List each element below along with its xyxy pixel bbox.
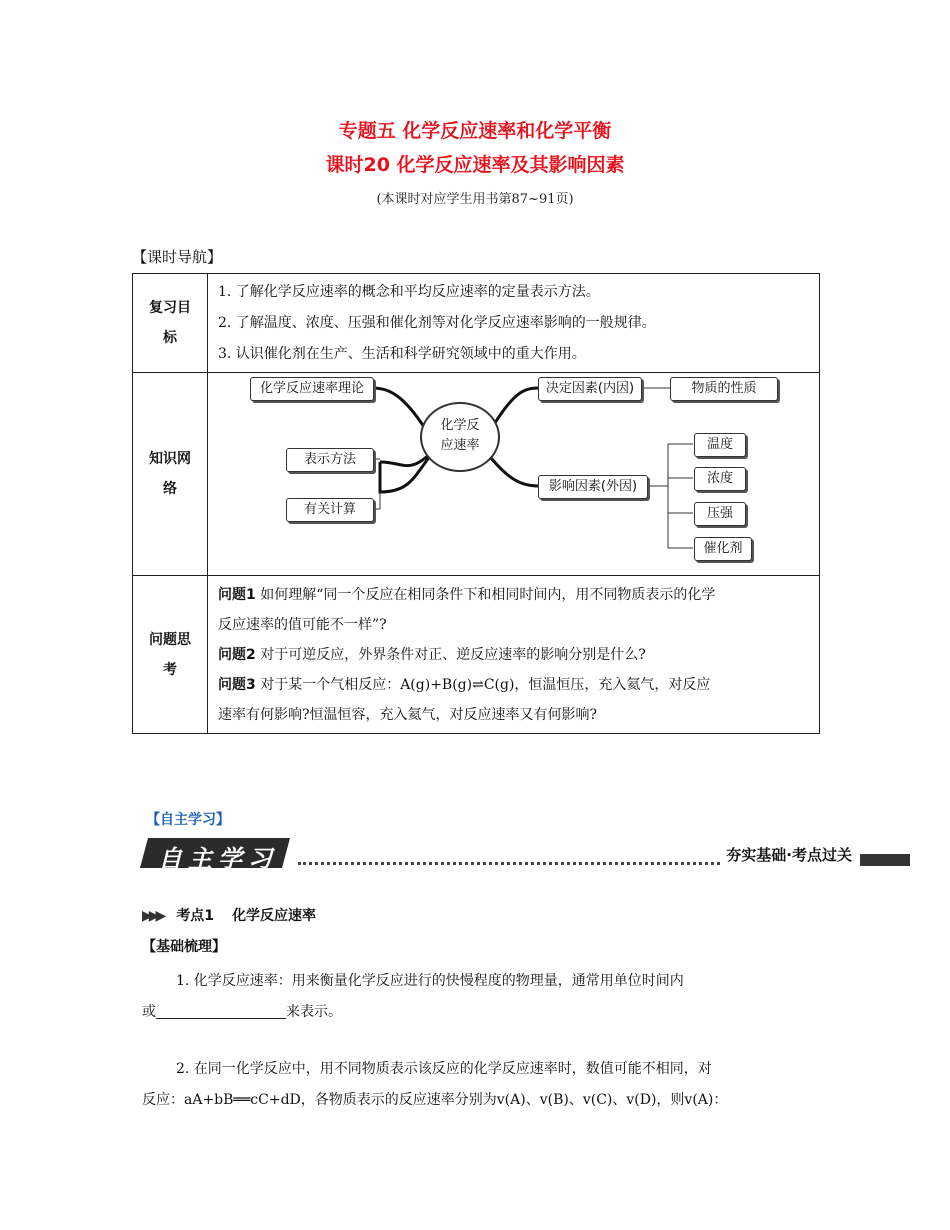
banner-title: 自主学习 (158, 845, 278, 873)
kaodian-heading (142, 905, 316, 925)
banner-slogan: 夯实基础·考点过关 (720, 844, 852, 865)
questions-content (208, 576, 820, 734)
banner-bar (860, 854, 910, 866)
node-center: 化学反 应速率 (420, 402, 500, 472)
node-calculation: 有关计算 (286, 498, 374, 522)
chapter-title: 专题五 化学反应速率和化学平衡 (338, 120, 612, 142)
self-study-banner (140, 838, 910, 872)
goal-item: 1. 了解化学反应速率的概念和平均反应速率的定量表示方法。 (218, 283, 600, 300)
node-material-nature: 物质的性质 (670, 377, 778, 401)
goal-item: 2. 了解温度、浓度、压强和催化剂等对化学反应速率影响的一般规律。 (218, 314, 656, 331)
node-concentration: 浓度 (694, 467, 746, 491)
connector-internal (493, 388, 538, 426)
node-pressure: 压强 (694, 502, 746, 526)
kaodian-title: 化学反应速率 (232, 908, 317, 924)
question-2: 问题2 对于可逆反应，外界条件对正、逆反应速率的影响分别是什么? (218, 646, 646, 663)
node-rate-theory: 化学反应速率理论 (250, 377, 374, 401)
question-1-cont: 反应速率的值可能不一样”? (218, 616, 387, 633)
page-reference: (本课时对应学生用书第87~91页) (376, 192, 574, 207)
connector-theory (373, 388, 426, 430)
node-internal-factor: 决定因素(内因) (538, 377, 642, 401)
lesson-title: 课时20 化学反应速率及其影响因素 (325, 154, 625, 176)
question-3: 问题3 对于某一个气相反应：A(g)+B(g)⇌C(g)，恒温恒压，充入氦气，对反应 (218, 676, 711, 693)
node-external-factor: 影响因素(外因) (538, 475, 648, 499)
knowledge-network (208, 373, 820, 576)
paragraph-1: 1. 化学反应速率：用来衡量化学反应进行的快慢程度的物理量，通常用单位时间内 或 来表示。 (142, 973, 684, 1020)
section-label-guide: 【课时导航】 (132, 248, 223, 266)
fill-in-blank[interactable] (156, 1002, 286, 1019)
mind-map (208, 374, 819, 575)
triple-arrow-icon: ▶▶▶ (142, 908, 163, 924)
question-3-cont: 速率有何影响?恒温恒容，充入氦气，对反应速率又有何影响? (218, 706, 598, 723)
goals-header: 复习目 标 (133, 274, 208, 373)
node-temperature: 温度 (694, 433, 746, 457)
basic-review-label: 【基础梳理】 (142, 939, 226, 955)
questions-header: 问题思 考 (133, 576, 208, 734)
paragraph-2: 2. 在同一化学反应中，用不同物质表示该反应的化学反应速率时，数值可能不相同，对 反应：aA+bB══cC+dD，各物质表示的反应速率分别为v(A)、v(B)、v(C)、v(D)，则v(A)： (142, 1061, 728, 1108)
lesson-guide-table (132, 273, 820, 734)
self-study-label: 【自主学习】 (146, 812, 230, 828)
network-header: 知识网 络 (133, 373, 208, 576)
goal-item: 3. 认识催化剂在生产、生活和科学研究领域中的重大作用。 (218, 345, 586, 362)
connector-external (491, 458, 538, 486)
node-expression: 表示方法 (286, 448, 374, 472)
node-catalyst: 催化剂 (694, 537, 752, 561)
goals-content (208, 274, 820, 373)
question-1: 问题1 如何理解“同一个反应在相同条件下和相同时间内，用不同物质表示的化学 (218, 586, 716, 603)
kaodian-number: 考点1 (176, 908, 215, 924)
